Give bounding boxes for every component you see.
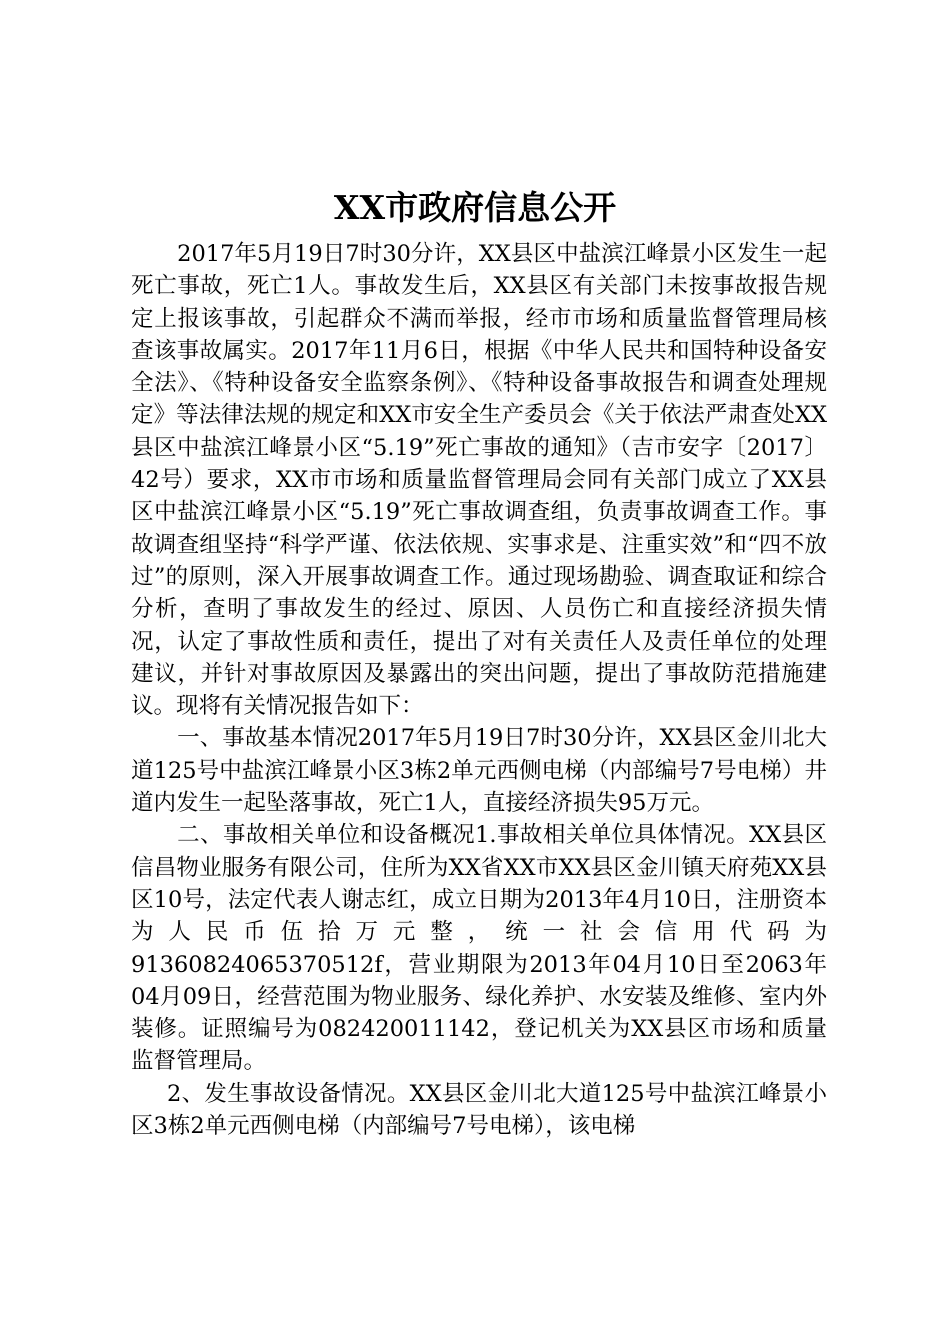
- document-title: XX市政府信息公开: [333, 188, 617, 227]
- paragraph-equipment: 2、发生事故设备情况。XX县区金川北大道125号中盐滨江峰景小区3栋2单元西侧电梯（内部编号7号电梯），该电梯: [131, 1080, 827, 1140]
- paragraph-related-units: 二、事故相关单位和设备概况1.事故相关单位具体情况。XX县区信昌物业服务有限公司，住所为XX省XX市XX县区金川镇天府苑XX县区10号，法定代表人谢志红，成立日期为2013年4月10日，注册资本为人民币伍拾万元整，统一社会信用代码为91360824065370512f，营业期限为2013年04月10日至2063年04月09日，经营范围为物业服务、绿化养护、水安装及维修、室内外装修。证照编号为082420011142，登记机关为XX县区市场和质量监督管理局。: [131, 822, 827, 1075]
- document-body: [131, 238, 827, 1142]
- paragraph-accident-overview: 一、事故基本情况2017年5月19日7时30分许，XX县区金川北大道125号中盐滨江峰景小区3栋2单元西侧电梯（内部编号7号电梯）井道内发生一起坠落事故，死亡1人，直接经济损失95万元。: [131, 725, 827, 817]
- paragraph-intro: 2017年5月19日7时30分许，XX县区中盐滨江峰景小区发生一起死亡事故，死亡1人。事故发生后，XX县区有关部门未按事故报告规定上报该事故，引起群众不满而举报，经市市场和质量监督管理局核查该事故属实。2017年11月6日，根据《中华人民共和国特种设备安全法》、《特种设备安全监察条例》、《特种设备事故报告和调查处理规定》等法律法规的规定和XX市安全生产委员会《关于依法严肃查处XX县区中盐滨江峰景小区“5.19”死亡事故的通知》（吉市安字〔2017〕42号）要求，XX市市场和质量监督管理局会同有关部门成立了XX县区中盐滨江峰景小区“5.19”死亡事故调查组，负责事故调查工作。事故调查组坚持“科学严谨、依法依规、实事求是、注重实效”和“四不放过”的原则，深入开展事故调查工作。通过现场勘验、调查取证和综合分析，查明了事故发生的经过、原因、人员伤亡和直接经济损失情况，认定了事故性质和责任，提出了对有关责任人及责任单位的处理建议，并针对事故原因及暴露出的突出问题，提出了事故防范措施建议。现将有关情况报告如下：: [131, 241, 827, 720]
